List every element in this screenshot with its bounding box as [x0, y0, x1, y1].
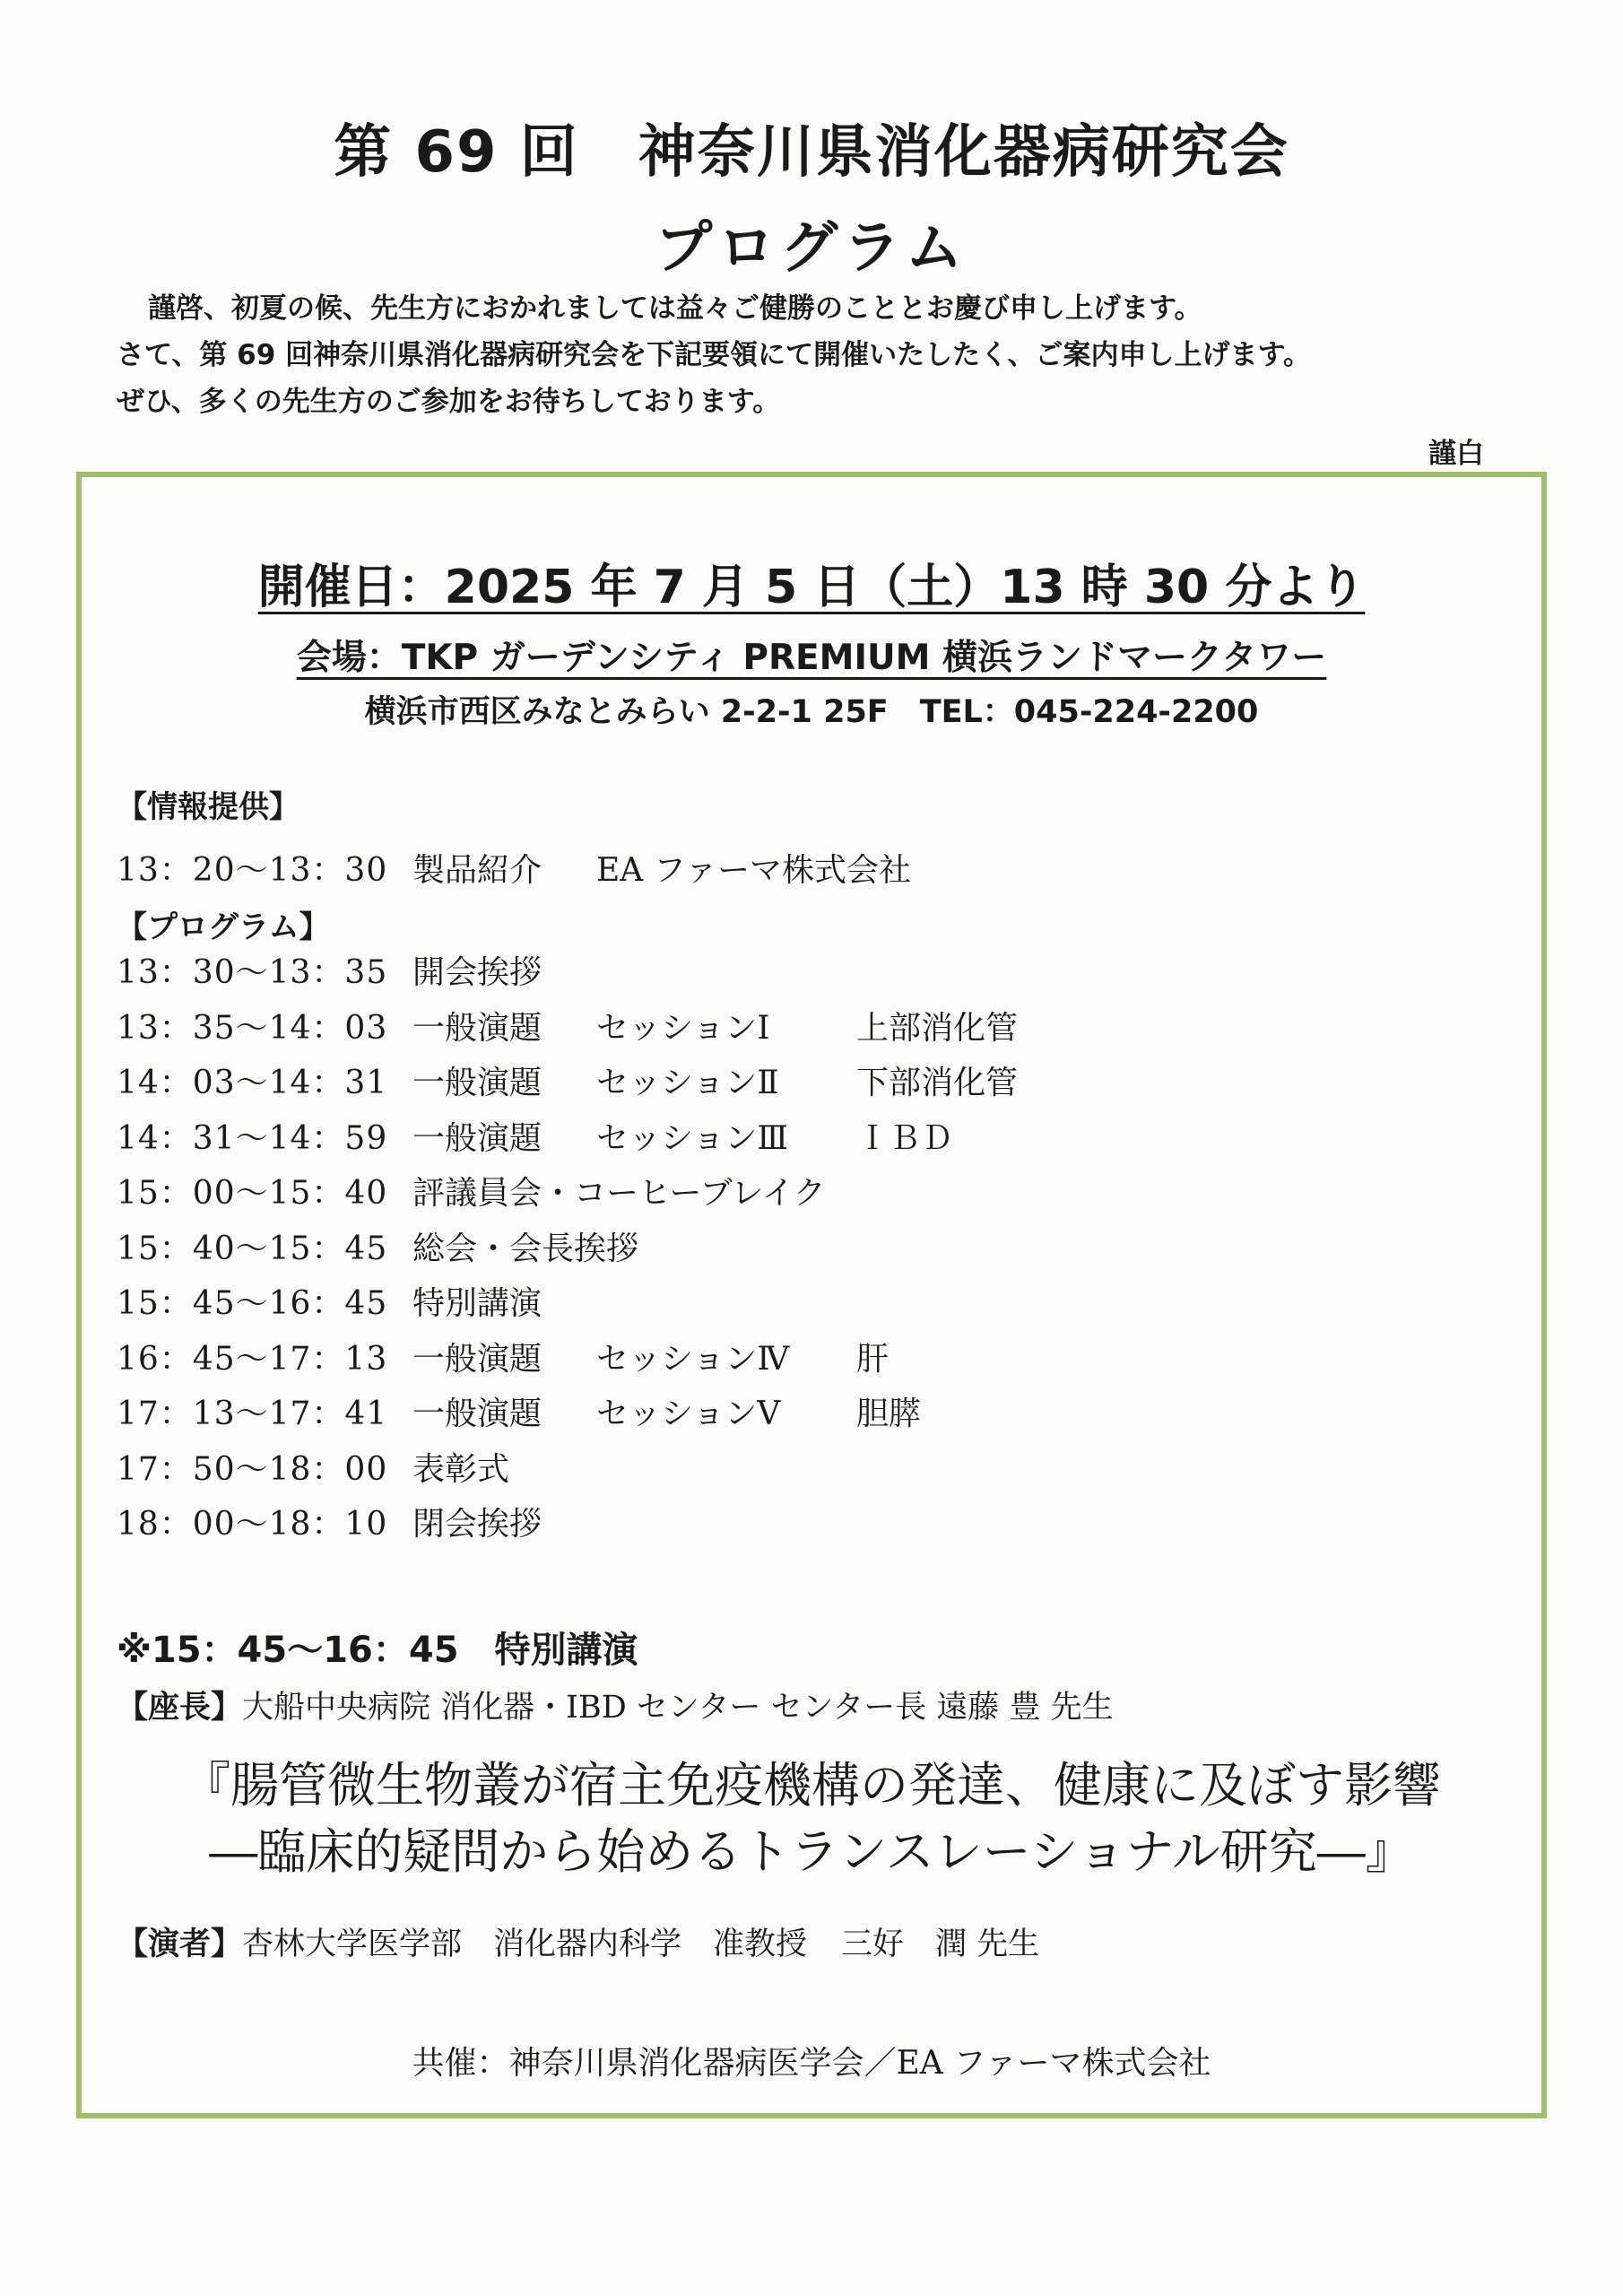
- row-topic: 上部消化管: [856, 1009, 1019, 1047]
- row-item: 表彰式: [412, 1450, 510, 1488]
- intro-text: [117, 285, 1515, 425]
- row-topic: 肝: [856, 1340, 890, 1378]
- page-title: 第 69 回 神奈川県消化器病研究会: [334, 119, 1289, 186]
- page-subtitle: プログラム: [655, 215, 968, 282]
- row-time: 17：13〜17：41: [117, 1396, 388, 1432]
- row-time: 14：31〜14：59: [117, 1119, 388, 1157]
- speaker-affiliation: 杏林大学医学部 消化器内科学 准教授: [242, 1926, 808, 1962]
- row-session: セッションⅡ: [596, 1065, 779, 1101]
- lecture-title-line-1: 『腸管微生物叢が宿主免疫機構の発達、健康に及ぼす影響: [182, 1757, 1441, 1813]
- intro-line-3: ぜひ、多くの先生方のご参加をお待ちしております。: [117, 386, 781, 418]
- intro-line-1: 謹啓、初夏の候、先生方におかれましては益々ご健勝のこととお慶び申し上げます。: [148, 292, 1202, 325]
- chair-name: 大船中央病院 消化器・IBD センター センター長 遠藤 豊 先生: [242, 1690, 1114, 1726]
- program-row: [117, 1392, 921, 1437]
- speaker-label: 【演者】: [117, 1926, 243, 1962]
- row-time: 13：20〜13：30: [117, 852, 388, 889]
- row-item: 一般演題: [412, 1340, 542, 1378]
- event-address: 横浜市西区みなとみらい 2-2-1 25F TEL：045-224-2200: [364, 694, 1259, 730]
- program-row: [117, 1448, 769, 1492]
- program-heading: 【プログラム】: [117, 909, 330, 945]
- chair-label: 【座長】: [117, 1690, 243, 1726]
- program-row: [117, 1061, 1018, 1106]
- row-item: 製品紹介: [412, 852, 542, 889]
- row-detail: EA ファーマ株式会社: [596, 852, 912, 889]
- chair-line: [117, 1683, 1114, 1727]
- lecture-title: [0, 1752, 1623, 1885]
- program-row: [117, 1227, 898, 1272]
- row-time: 14：03〜14：31: [117, 1065, 388, 1101]
- row-time: 18：00〜18：10: [117, 1506, 388, 1543]
- row-item: 開会挨拶: [412, 954, 542, 991]
- program-row: [117, 1337, 889, 1382]
- row-time: 17：50〜18：00: [117, 1450, 388, 1488]
- event-date: [0, 549, 1623, 616]
- row-time: 16：45〜17：13: [117, 1340, 388, 1378]
- program-row: [117, 1117, 953, 1161]
- row-topic: ＩＢＤ: [856, 1119, 954, 1157]
- intro-line-2: さて、第 69 回神奈川県消化器病研究会を下記要領にて開催いたしたく、ご案内申し上げます。: [117, 339, 1312, 371]
- program-row: [117, 951, 802, 996]
- program-row: [117, 1171, 1086, 1216]
- program-row: [117, 1282, 802, 1326]
- row-item: 一般演題: [412, 1065, 542, 1101]
- cohost-line: 共催：神奈川県消化器病医学会／EA ファーマ株式会社: [412, 2045, 1211, 2082]
- row-time: 15：00〜15：40: [117, 1175, 388, 1212]
- lecture-title-line-2: ―臨床的疑問から始めるトランスレーショナル研究―』: [209, 1823, 1414, 1880]
- row-session: セッションⅠ: [596, 1009, 770, 1047]
- row-time: 15：40〜15：45: [117, 1230, 388, 1267]
- event-venue-text: 会場：TKP ガーデンシティ PREMIUM 横浜ランドマークタワー: [296, 638, 1327, 678]
- speaker-name: 三好 潤 先生: [841, 1926, 1040, 1962]
- closing-word: 謹白: [1428, 438, 1484, 470]
- row-session: セッションⅢ: [596, 1119, 788, 1157]
- row-session: セッションⅣ: [596, 1340, 790, 1378]
- row-time: 13：35〜14：03: [117, 1009, 388, 1047]
- event-date-text: 開催日：2025 年 7 月 5 日（土）13 時 30 分より: [257, 561, 1366, 614]
- row-item: 総会・会長挨拶: [412, 1230, 639, 1267]
- program-row: [117, 1502, 802, 1547]
- info-row: [117, 848, 911, 893]
- row-item: 特別講演: [412, 1285, 542, 1322]
- speaker-line: [117, 1919, 1039, 1964]
- row-item: 閉会挨拶: [412, 1506, 542, 1543]
- row-item: 一般演題: [412, 1009, 542, 1047]
- row-item: 一般演題: [412, 1119, 542, 1157]
- info-heading: 【情報提供】: [117, 789, 299, 825]
- row-item: 一般演題: [412, 1396, 542, 1432]
- row-topic: 下部消化管: [856, 1065, 1019, 1101]
- row-item: 評議員会・コーヒーブレイク: [412, 1175, 826, 1212]
- program-row: [117, 1006, 1018, 1051]
- row-topic: 胆膵: [856, 1396, 922, 1432]
- row-time: 15：45〜16：45: [117, 1285, 388, 1322]
- row-time: 13：30〜13：35: [117, 954, 388, 991]
- special-lecture-heading: ※15：45〜16：45 特別講演: [117, 1630, 638, 1671]
- row-session: セッションⅤ: [596, 1396, 781, 1432]
- event-venue: [0, 630, 1623, 680]
